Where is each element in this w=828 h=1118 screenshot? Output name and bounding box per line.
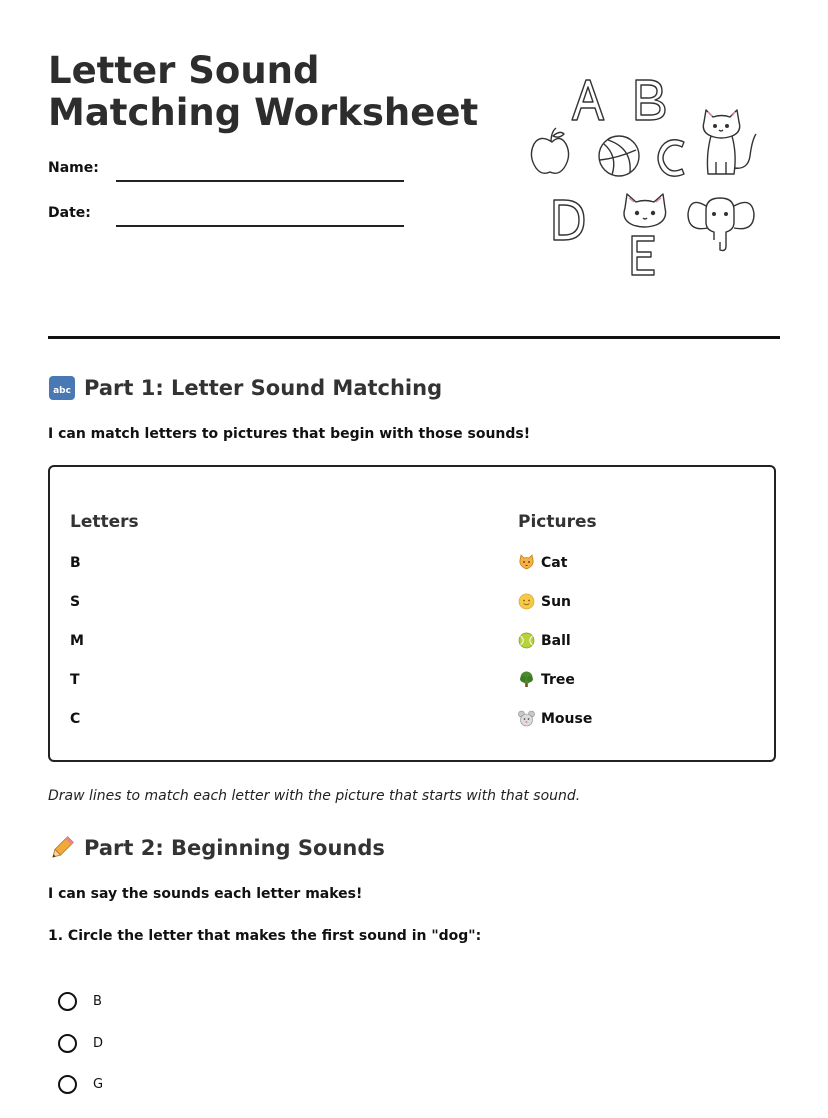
picture-item[interactable]	[518, 632, 571, 649]
abc-icon	[48, 374, 76, 402]
name-field-line[interactable]	[116, 180, 404, 182]
picture-label: Tree	[541, 671, 575, 688]
ball-icon	[518, 632, 535, 649]
part1-lead: I can match letters to pictures that begin with those sounds!	[48, 426, 531, 442]
option-label: D	[93, 1036, 104, 1051]
answer-option[interactable]	[58, 1075, 103, 1094]
letter-e-outline	[632, 236, 654, 275]
letter-item[interactable]: C	[70, 711, 81, 727]
ball-icon	[599, 136, 639, 176]
mouse-icon	[518, 710, 535, 727]
picture-item[interactable]	[518, 554, 567, 571]
picture-item[interactable]	[518, 671, 575, 688]
letter-d-outline	[554, 200, 584, 240]
sun-icon	[518, 593, 535, 610]
answer-option[interactable]	[58, 1034, 103, 1053]
pictures-header: Pictures	[518, 512, 597, 532]
part1-heading-text: Part 1: Letter Sound Matching	[84, 376, 443, 400]
radio-button[interactable]	[58, 1034, 77, 1053]
letter-item[interactable]: B	[70, 555, 81, 571]
picture-label: Sun	[541, 593, 572, 610]
option-label: G	[93, 1077, 104, 1092]
picture-item[interactable]	[518, 710, 592, 727]
svg-text:abc: abc	[53, 386, 71, 396]
letter-item[interactable]: M	[70, 633, 84, 649]
answer-option[interactable]	[58, 992, 102, 1011]
part2-heading	[48, 834, 385, 862]
apple-icon	[531, 128, 568, 173]
option-label: B	[93, 994, 102, 1009]
radio-button[interactable]	[58, 992, 77, 1011]
cat-icon	[703, 110, 756, 174]
letter-item[interactable]: S	[70, 594, 81, 610]
tree-icon	[518, 671, 535, 688]
pencil-icon	[48, 834, 76, 862]
letter-c-outline	[658, 140, 684, 177]
alphabet-illustration	[520, 70, 780, 290]
elephant-icon	[688, 198, 754, 251]
date-field-line[interactable]	[116, 225, 404, 227]
name-label: Name:	[48, 160, 99, 176]
picture-label: Cat	[541, 554, 568, 571]
header-divider	[48, 336, 780, 339]
cat-face-icon	[518, 554, 535, 571]
picture-label: Ball	[541, 632, 571, 649]
question-1: 1. Circle the letter that makes the first sound in "dog":	[48, 928, 482, 944]
letter-item[interactable]: T	[70, 672, 80, 688]
letter-b-outline	[636, 80, 665, 120]
radio-button[interactable]	[58, 1075, 77, 1094]
part2-lead: I can say the sounds each letter makes!	[48, 886, 363, 902]
matching-box	[48, 465, 776, 762]
part1-heading	[48, 374, 442, 402]
letter-a-outline	[572, 80, 604, 120]
picture-label: Mouse	[541, 710, 593, 727]
page-title: Letter Sound Matching Worksheet	[48, 49, 479, 134]
picture-item[interactable]	[518, 593, 571, 610]
letters-header: Letters	[70, 512, 139, 532]
date-label: Date:	[48, 205, 91, 221]
matching-instruction: Draw lines to match each letter with the picture that starts with that sound.	[48, 788, 581, 804]
cat-face-icon	[624, 194, 666, 227]
part2-heading-text: Part 2: Beginning Sounds	[84, 836, 385, 860]
